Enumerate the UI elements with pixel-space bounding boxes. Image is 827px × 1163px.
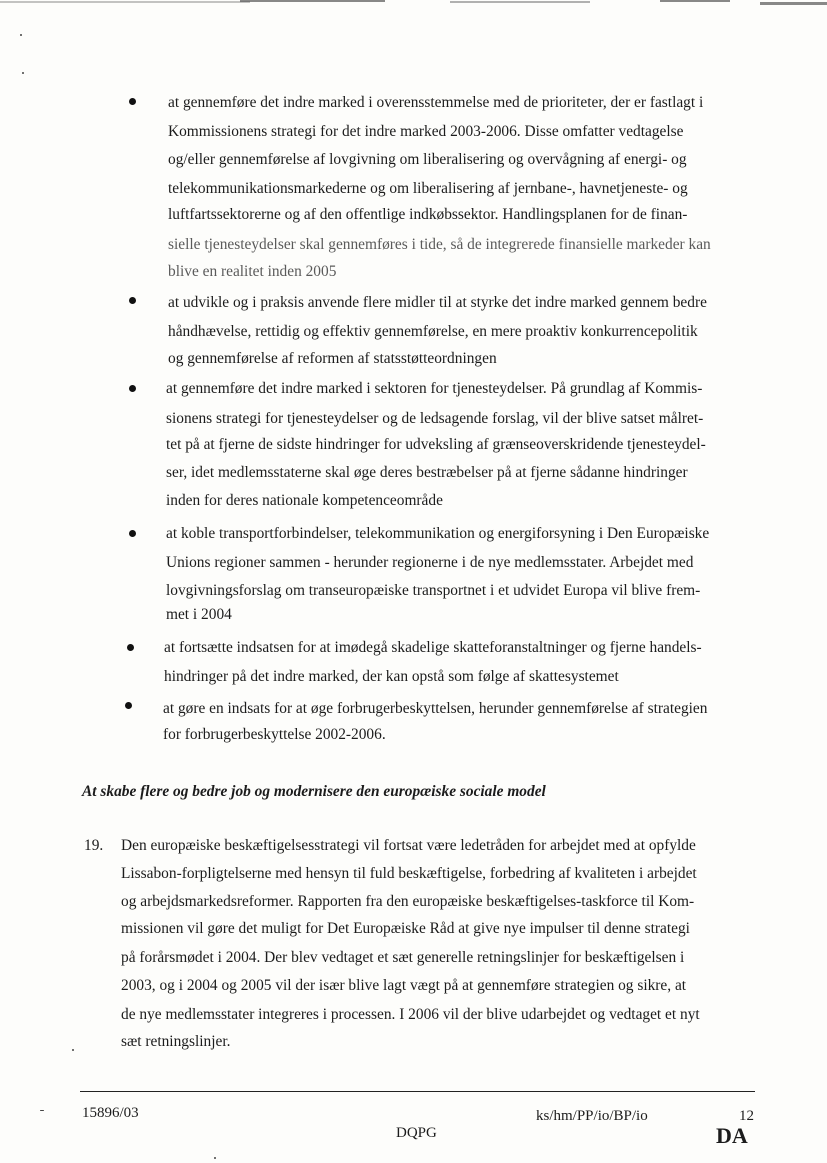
- paragraph-text-line: på forårsmødet i 2004. Der blev vedtaget et sæt generelle retningslinjer for beskæftigelsen i: [121, 949, 685, 966]
- paragraph-text-line: og arbejdsmarkedsreformer. Rapporten fra den europæiske beskæftigelses-taskforce til Kom-: [121, 893, 695, 910]
- bullet-text-line: at udvikle og i praksis anvende flere midler til at styrke det indre marked gennem bedre: [168, 294, 707, 311]
- bullet-dot-icon: [129, 385, 136, 392]
- bullet-text-line: at gennemføre det indre marked i sektoren for tjenesteydelser. På grundlag af Kommis-: [166, 380, 703, 397]
- scan-artifact-top: [0, 0, 827, 6]
- bullet-text-line: sielle tjenesteydelser skal gennemføres i tide, så de integrerede finansielle markeder kan: [168, 236, 711, 253]
- paragraph-text-line: Lissabon-forpligtelserne med hensyn til fuld beskæftigelse, forbedring af kvaliteten i arbejdet: [121, 865, 697, 882]
- bullet-dot-icon: [129, 98, 136, 105]
- bullet-text-line: håndhævelse, rettidig og effektiv gennemførelse, en mere proaktiv konkurrencepolitik: [168, 323, 698, 340]
- footer-department: DQPG: [396, 1125, 437, 1141]
- scan-speck: [72, 1049, 74, 1051]
- paragraph-text-line: de nye medlemsstater integreres i processen. I 2006 vil der blive udarbejdet og vedtaget et nyt: [121, 1006, 700, 1023]
- scan-speck: [40, 1110, 44, 1111]
- footer-page-number: 12: [739, 1108, 754, 1124]
- bullet-text-line: at koble transportforbindelser, telekommunikation og energiforsyning i Den Europæiske: [166, 525, 710, 542]
- paragraph-text-line: sæt retningslinjer.: [121, 1033, 231, 1050]
- paragraph-text-line: Den europæiske beskæftigelsesstrategi vil fortsat være ledetråden for arbejdet med at opfylde: [121, 837, 696, 854]
- bullet-dot-icon: [125, 702, 132, 709]
- paragraph-text-line: missionen vil gøre det muligt for Det Europæiske Råd at give nye impulser til denne strategi: [121, 920, 690, 937]
- bullet-text-line: inden for deres nationale kompetenceområde: [166, 492, 443, 509]
- bullet-text-line: met i 2004: [166, 606, 232, 623]
- bullet-text-line: tet på at fjerne de sidste hindringer for udveksling af grænseoverskridende tjenesteydel-: [166, 436, 706, 453]
- bullet-text-line: at gøre en indsats for at øge forbrugerbeskyttelsen, herunder gennemførelse af strategien: [163, 700, 708, 717]
- footer-reference: ks/hm/PP/io/BP/io: [536, 1108, 648, 1124]
- bullet-text-line: Kommissionens strategi for det indre marked 2003-2006. Disse omfatter vedtagelse: [168, 123, 684, 140]
- section-heading: At skabe flere og bedre job og modernisere den europæiske sociale model: [82, 783, 546, 800]
- footer-rule: [80, 1091, 755, 1092]
- bullet-dot-icon: [129, 530, 136, 537]
- bullet-text-line: lovgivningsforslag om transeuropæiske transportnet i et udvidet Europa vil blive frem-: [166, 582, 701, 599]
- bullet-text-line: blive en realitet inden 2005: [168, 263, 337, 280]
- scan-speck: [22, 72, 24, 74]
- bullet-text-line: og gennemførelse af reformen af statsstøtteordningen: [168, 350, 497, 367]
- paragraph-text-line: 2003, og i 2004 og 2005 vil der især blive lagt vægt på at gennemføre strategien og sikre, at: [121, 977, 687, 994]
- bullet-text-line: for forbrugerbeskyttelse 2002-2006.: [163, 726, 386, 743]
- bullet-text-line: ser, idet medlemsstaterne skal øge deres bestræbelser på at fjerne sådanne hindringer: [166, 464, 688, 481]
- paragraph-number: 19.: [84, 837, 104, 854]
- footer-language: DA: [716, 1123, 748, 1148]
- bullet-text-line: Unions regioner sammen - herunder regionerne i de nye medlemsstater. Arbejdet med: [166, 554, 694, 571]
- bullet-dot-icon: [129, 297, 136, 304]
- bullet-text-line: at gennemføre det indre marked i overensstemmelse med de prioriteter, der er fastlagt i: [168, 94, 704, 111]
- bullet-text-line: og/eller gennemførelse af lovgivning om liberalisering og overvågning af energi- og: [168, 151, 687, 168]
- scan-speck: [214, 1157, 216, 1159]
- bullet-dot-icon: [127, 644, 134, 651]
- footer-doc-number: 15896/03: [82, 1105, 139, 1121]
- bullet-text-line: telekommunikationsmarkederne og om liberalisering af jernbane-, havnetjeneste- og: [168, 180, 688, 197]
- bullet-text-line: hindringer på det indre marked, der kan opstå som følge af skattesystemet: [164, 668, 619, 685]
- bullet-text-line: luftfartssektorerne og af den offentlige indkøbssektor. Handlingsplanen for de finan-: [168, 206, 688, 223]
- bullet-text-line: sionens strategi for tjenesteydelser og de ledsagende forslag, vil der blive satset målret-: [166, 410, 704, 427]
- scan-speck: [20, 34, 22, 36]
- bullet-text-line: at fortsætte indsatsen for at imødegå skadelige skatteforanstaltninger og fjerne handels-: [164, 639, 702, 656]
